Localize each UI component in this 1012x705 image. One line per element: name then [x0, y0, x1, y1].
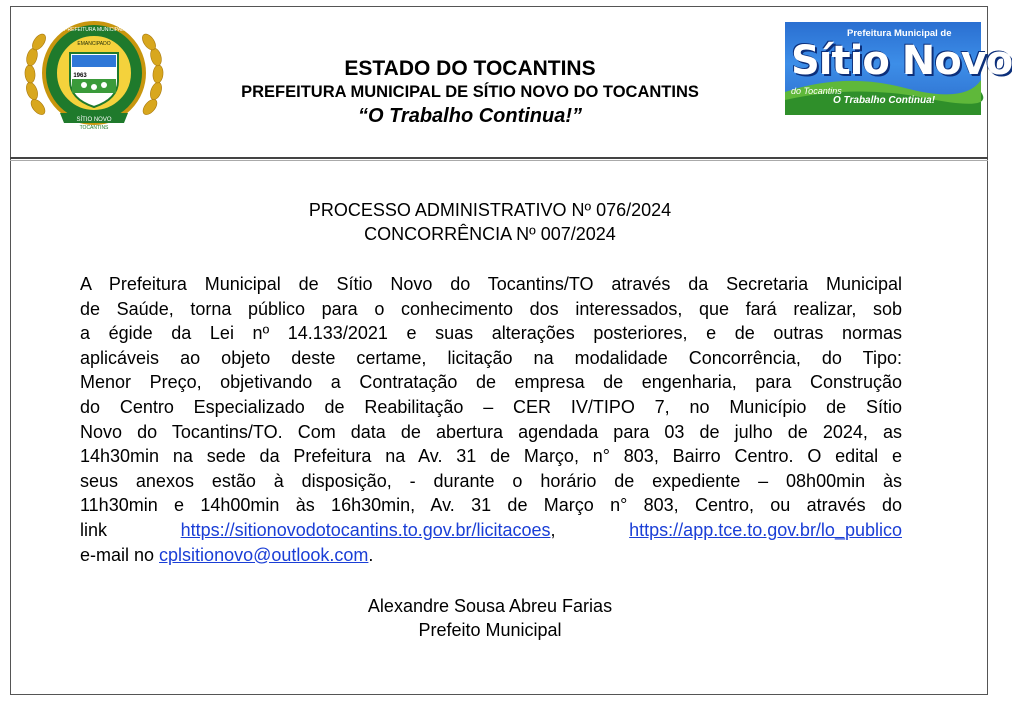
process-number: PROCESSO ADMINISTRATIVO Nº 076/2024 — [308, 200, 672, 220]
email-link[interactable]: cplsitionovo@outlook.com — [159, 544, 369, 565]
state-heading: ESTADO DO TOCANTINS — [344, 57, 596, 80]
seal-year-text: 1963 — [73, 73, 87, 79]
licitacoes-link[interactable]: https://sitionovodotocantins.to.gov.br/licitacoes — [180, 519, 551, 540]
body-line: a égide da Lei nº 14.133/2021 e suas alterações posteriores, e de outras normas — [80, 323, 902, 344]
seal-city-text: SÍTIO NOVO — [76, 117, 112, 123]
sitio-novo-banner-logo — [785, 22, 1012, 115]
body-line: aplicáveis ao objeto deste certame, licitação na modalidade Concorrência, do Tipo: — [80, 347, 902, 368]
seal-ring-text: PREFEITURA MUNICIPAL — [64, 27, 124, 33]
body-line: 11h30min e 14h00min às 16h30min, Av. 31 de Março n° 803, Centro, ou através do — [80, 495, 902, 516]
signatory-role: Prefeito Municipal — [418, 620, 562, 640]
email-prefix: e-mail no — [80, 544, 155, 565]
body-line: Menor Preço, objetivando a Contratação de empresa de engenharia, para Construção — [80, 372, 902, 393]
banner-name-text: Sítio Novo — [791, 38, 1012, 84]
body-email-line — [80, 543, 902, 568]
link-separator: , — [550, 519, 556, 540]
body-line: do Centro Especializado de Reabilitação – CER IV/TIPO 7, no Município de Sítio — [80, 396, 902, 417]
body-line: A Prefeitura Municipal de Sítio Novo do Tocantins/TO através da Secretaria Municipal — [80, 274, 902, 294]
seal-region-text: TOCANTINS — [79, 125, 109, 131]
competition-number: CONCORRÊNCIA Nº 007/2024 — [364, 224, 616, 244]
banner-motto-text: O Trabalho Continua! — [833, 95, 936, 106]
banner-sub-text: do Tocantins — [791, 86, 842, 96]
body-links-line — [80, 518, 902, 543]
notice-body — [80, 272, 902, 567]
tce-link[interactable]: https://app.tce.to.gov.br/lo_publico — [629, 519, 902, 540]
signatory-name: Alexandre Sousa Abreu Farias — [367, 596, 613, 616]
municipal-seal-logo — [20, 15, 168, 133]
body-line: seus anexos estão à disposição, - durante o horário de expediente – 08h00min às — [80, 470, 902, 491]
prefecture-heading: PREFEITURA MUNICIPAL DE SÍTIO NOVO DO TOCANTINS — [241, 83, 699, 101]
body-line: 14h30min na sede da Prefeitura na Av. 31 de Março, n° 803, Bairro Centro. O edital e — [80, 446, 902, 467]
banner-top-text: Prefeitura Municipal de — [847, 28, 952, 39]
link-prefix: link — [80, 519, 108, 540]
seal-emancipado-text: EMANCIPADO — [77, 41, 111, 47]
header-divider — [10, 157, 988, 159]
motto-heading: “O Trabalho Continua!” — [357, 105, 583, 127]
body-line: Novo do Tocantins/TO. Com data de abertura agendada para 03 de julho de 2024, as — [80, 421, 902, 442]
email-suffix: . — [368, 544, 374, 565]
header-divider-thin — [10, 160, 988, 161]
body-line: de Saúde, torna público para o conhecimento dos interessados, que fará realizar, sob — [80, 298, 902, 319]
